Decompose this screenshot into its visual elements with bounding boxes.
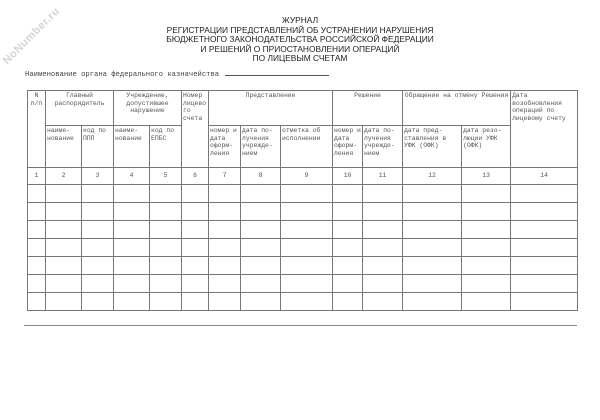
- table-cell[interactable]: [182, 275, 209, 293]
- table-row: [28, 239, 578, 257]
- org-label: Наименование органа федерального казначейства: [25, 71, 220, 79]
- table-cell[interactable]: [28, 293, 46, 311]
- column-number: 1: [28, 168, 46, 185]
- table-cell[interactable]: [82, 293, 114, 311]
- table-cell[interactable]: [82, 221, 114, 239]
- table-cell[interactable]: [114, 293, 150, 311]
- table-cell[interactable]: [281, 239, 333, 257]
- title-line: ЖУРНАЛ: [281, 15, 319, 25]
- table-cell[interactable]: [241, 203, 281, 221]
- table-cell[interactable]: [150, 221, 182, 239]
- table-cell[interactable]: [333, 275, 363, 293]
- table-cell[interactable]: [281, 293, 333, 311]
- table-cell[interactable]: [241, 185, 281, 203]
- table-cell[interactable]: [46, 239, 82, 257]
- table-cell[interactable]: [511, 275, 578, 293]
- column-number: 5: [150, 168, 182, 185]
- header-institution: Учреждение, допустившее нарушение: [114, 91, 182, 126]
- title-line: И РЕШЕНИЙ О ПРИОСТАНОВЛЕНИИ ОПЕРАЦИЙ: [200, 43, 400, 54]
- table-cell[interactable]: [241, 293, 281, 311]
- table-cell[interactable]: [363, 257, 403, 275]
- table-cell[interactable]: [281, 221, 333, 239]
- table-cell[interactable]: [182, 221, 209, 239]
- table-cell[interactable]: [209, 221, 241, 239]
- table-cell[interactable]: [462, 203, 511, 221]
- table-cell[interactable]: [209, 239, 241, 257]
- table-cell[interactable]: [46, 275, 82, 293]
- table-cell[interactable]: [281, 275, 333, 293]
- table-cell[interactable]: [511, 185, 578, 203]
- table-cell[interactable]: [209, 275, 241, 293]
- column-number: 13: [462, 168, 511, 185]
- column-number: 11: [363, 168, 403, 185]
- column-numbers-row: [28, 168, 578, 185]
- sub-main-code: код по ППП: [82, 126, 114, 168]
- title-line: БЮДЖЕТНОГО ЗАКОНОДАТЕЛЬСТВА РОССИЙСКОЙ ФЕДЕРАЦИИ: [166, 34, 434, 45]
- table-cell[interactable]: [281, 203, 333, 221]
- table-cell[interactable]: [363, 185, 403, 203]
- table-cell[interactable]: [82, 185, 114, 203]
- column-number: 7: [209, 168, 241, 185]
- table-cell[interactable]: [241, 257, 281, 275]
- table-cell[interactable]: [28, 239, 46, 257]
- table-cell[interactable]: [363, 221, 403, 239]
- table-cell[interactable]: [28, 185, 46, 203]
- table-cell[interactable]: [114, 185, 150, 203]
- table-cell[interactable]: [281, 257, 333, 275]
- table-cell[interactable]: [333, 185, 363, 203]
- table-row: [28, 221, 578, 239]
- table-cell[interactable]: [182, 293, 209, 311]
- table-cell[interactable]: [82, 257, 114, 275]
- table-row: [28, 293, 578, 311]
- table-cell[interactable]: [209, 185, 241, 203]
- table-cell[interactable]: [114, 203, 150, 221]
- table-row: [28, 203, 578, 221]
- table-cell[interactable]: [511, 221, 578, 239]
- header-main-manager: Главный распорядитель: [46, 91, 114, 126]
- table-cell[interactable]: [209, 293, 241, 311]
- title-line: ПО ЛИЦЕВЫМ СЧЕТАМ: [252, 53, 348, 64]
- org-field: [25, 68, 329, 79]
- sub-appeal-resolution: дата резо-люции УФК (ОФК): [462, 126, 511, 168]
- table-cell[interactable]: [403, 257, 462, 275]
- table-cell[interactable]: [209, 203, 241, 221]
- header-resume-date: Дата возобновления операций по лицевому счету: [511, 91, 578, 168]
- table-cell[interactable]: [241, 239, 281, 257]
- table-cell[interactable]: [462, 293, 511, 311]
- column-number: 9: [281, 168, 333, 185]
- sub-main-name: наиме-нование: [46, 126, 82, 168]
- table-row: [28, 257, 578, 275]
- table-cell[interactable]: [363, 293, 403, 311]
- table-cell[interactable]: [281, 185, 333, 203]
- table-cell[interactable]: [46, 257, 82, 275]
- table-cell[interactable]: [462, 239, 511, 257]
- table-row: [28, 185, 578, 203]
- sub-pres-date: дата по-лучения учрежде-нием: [241, 126, 281, 168]
- sub-appeal-date: дата пред-ставления в УФК (ОФК): [403, 126, 462, 168]
- table-cell[interactable]: [511, 239, 578, 257]
- sub-pres-number: номер и дата оформ-ления: [209, 126, 241, 168]
- table-cell[interactable]: [363, 203, 403, 221]
- table-cell[interactable]: [462, 257, 511, 275]
- table-cell[interactable]: [511, 203, 578, 221]
- table-cell[interactable]: [403, 185, 462, 203]
- table-cell[interactable]: [82, 275, 114, 293]
- sub-inst-code: код по ЕПБС: [150, 126, 182, 168]
- header-decision: Решение: [333, 91, 403, 126]
- table-cell[interactable]: [403, 275, 462, 293]
- table-cell[interactable]: [28, 257, 46, 275]
- column-number: 14: [511, 168, 578, 185]
- sub-inst-name: наиме-нование: [114, 126, 150, 168]
- table-cell[interactable]: [182, 185, 209, 203]
- table-cell[interactable]: [333, 203, 363, 221]
- table-cell[interactable]: [46, 203, 82, 221]
- table-cell[interactable]: [114, 257, 150, 275]
- table-cell[interactable]: [333, 257, 363, 275]
- column-number: 12: [403, 168, 462, 185]
- org-blank-line: [225, 68, 329, 76]
- column-number: 6: [182, 168, 209, 185]
- table-cell[interactable]: [462, 185, 511, 203]
- table-cell[interactable]: [114, 239, 150, 257]
- table-cell[interactable]: [363, 275, 403, 293]
- table-cell[interactable]: [209, 257, 241, 275]
- table-cell[interactable]: [182, 239, 209, 257]
- watermark: NoNumber.ru: [0, 5, 63, 67]
- table-cell[interactable]: [403, 293, 462, 311]
- column-number: 10: [333, 168, 363, 185]
- header-account: Номер лицевого счета: [182, 91, 209, 168]
- sub-dec-date: дата по-лучения учрежде-нием: [363, 126, 403, 168]
- document-title: [0, 16, 600, 64]
- table-cell[interactable]: [28, 275, 46, 293]
- table-cell[interactable]: [150, 203, 182, 221]
- column-number: 4: [114, 168, 150, 185]
- table-cell[interactable]: [150, 275, 182, 293]
- table-cell[interactable]: [403, 203, 462, 221]
- table-cell[interactable]: [150, 185, 182, 203]
- table-cell[interactable]: [182, 257, 209, 275]
- bottom-rule: [24, 325, 577, 326]
- sub-dec-number: номер и дата оформ-ления: [333, 126, 363, 168]
- header-presentation: Представление: [209, 91, 333, 126]
- table-cell[interactable]: [333, 293, 363, 311]
- table-cell[interactable]: [363, 239, 403, 257]
- table-cell[interactable]: [82, 239, 114, 257]
- column-number: 3: [82, 168, 114, 185]
- table-cell[interactable]: [150, 257, 182, 275]
- title-line: РЕГИСТРАЦИИ ПРЕДСТАВЛЕНИЙ ОБ УСТРАНЕНИИ НАРУШЕНИЯ: [166, 24, 434, 35]
- column-number: 8: [241, 168, 281, 185]
- table-cell[interactable]: [150, 293, 182, 311]
- table-cell[interactable]: [333, 221, 363, 239]
- table-cell[interactable]: [46, 185, 82, 203]
- table-cell[interactable]: [241, 221, 281, 239]
- table-cell[interactable]: [114, 275, 150, 293]
- table-cell[interactable]: [114, 221, 150, 239]
- table-cell[interactable]: [511, 257, 578, 275]
- table-cell[interactable]: [462, 221, 511, 239]
- table-row: [28, 275, 578, 293]
- table-cell[interactable]: [511, 293, 578, 311]
- table-cell[interactable]: [82, 203, 114, 221]
- table-cell[interactable]: [46, 293, 82, 311]
- table-cell[interactable]: [403, 221, 462, 239]
- table-cell[interactable]: [182, 203, 209, 221]
- table-cell[interactable]: [333, 239, 363, 257]
- table-cell[interactable]: [403, 239, 462, 257]
- table-cell[interactable]: [28, 221, 46, 239]
- table-cell[interactable]: [28, 203, 46, 221]
- column-number: 2: [46, 168, 82, 185]
- journal-table: [27, 90, 578, 311]
- table-cell[interactable]: [241, 275, 281, 293]
- sub-pres-mark: отметка об исполнении: [281, 126, 333, 168]
- header-appeal: Обращение на отмену Решения: [403, 91, 511, 126]
- header-num: N п/п: [28, 91, 46, 168]
- table-cell[interactable]: [150, 239, 182, 257]
- table-cell[interactable]: [462, 275, 511, 293]
- table-cell[interactable]: [46, 221, 82, 239]
